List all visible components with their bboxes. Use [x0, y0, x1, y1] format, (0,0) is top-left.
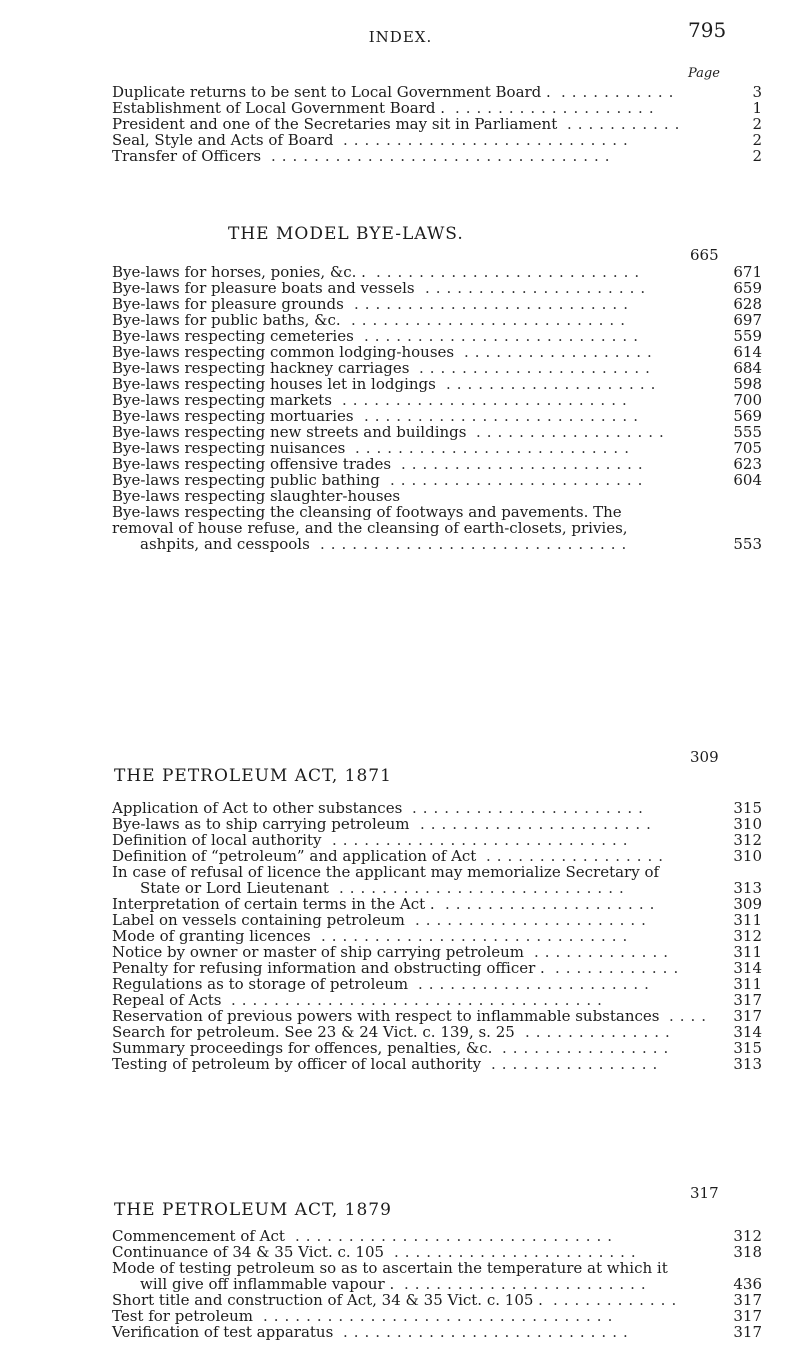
leader-dots: ......................: [415, 911, 652, 929]
leader-dots: ......................: [412, 799, 649, 817]
index-entry: Short title and construction of Act, 34 & 35 Vict. c. 105 . 317 ............: [112, 1291, 762, 1309]
index-entry: Bye-laws respecting hackney carriages 684 ......................: [112, 359, 762, 377]
leader-dots: ..............................: [295, 1227, 619, 1245]
index-entry: Reservation of previous powers with respect to inflammable substances 317 ....: [112, 1007, 762, 1025]
leader-dots: ....: [669, 1007, 713, 1025]
leader-dots: ...........: [561, 83, 680, 101]
section-title-petroleum-1871: THE PETROLEUM ACT, 1871: [114, 766, 392, 786]
section-title-page: 665: [690, 246, 719, 264]
index-entry-multiline: Bye-laws respecting the cleansing of footways and pavements. The removal of house refuse, and the cleansing of earth-closets, privies, ashpits, and cesspools 553 .............................: [112, 503, 762, 553]
index-entry: Duplicate returns to be sent to Local Government Board . 3 ...........: [112, 83, 762, 101]
leader-dots: ....................: [446, 375, 662, 393]
leader-dots: .............................: [321, 927, 634, 945]
index-entry: Definition of local authority 312 ............................: [112, 831, 762, 849]
index-entry: President and one of the Secretaries may sit in Parliament 2 ...........: [112, 115, 762, 133]
leader-dots: ....................: [445, 895, 661, 913]
section-title-model-byelaws: THE MODEL BYE-LAWS.: [228, 224, 464, 244]
index-entry: Testing of petroleum by officer of local authority 313 ................: [112, 1055, 762, 1073]
leader-dots: .................: [486, 847, 670, 865]
leader-dots: ......................: [420, 815, 657, 833]
index-entry: Interpretation of certain terms in the Act . 309 ....................: [112, 895, 762, 913]
leader-dots: ...........: [567, 115, 686, 133]
leader-dots: ..........................: [355, 439, 635, 457]
leader-dots: .............................: [320, 535, 633, 553]
index-entry: Commencement of Act 312 ..............................: [112, 1227, 762, 1245]
leader-dots: ..........................: [364, 407, 644, 425]
leader-dots: .........................: [376, 263, 646, 281]
index-entry: Definition of “petroleum” and application of Act 310 .................: [112, 847, 762, 865]
index-entry: Repeal of Acts 317 ...................................: [112, 991, 762, 1009]
leader-dots: ..............: [525, 1023, 676, 1041]
index-entry: Bye-laws for pleasure boats and vessels 659 .....................: [112, 279, 762, 297]
leader-dots: ..........................: [354, 295, 634, 313]
leader-dots: ......................: [419, 359, 656, 377]
leader-dots: .............: [534, 943, 674, 961]
leader-dots: ..................: [476, 423, 670, 441]
leader-dots: .................................: [263, 1307, 619, 1325]
index-entry: Seal, Style and Acts of Board 2 ...........................: [112, 131, 762, 149]
index-entry: Bye-laws respecting new streets and buildings 555 ..................: [112, 423, 762, 441]
leader-dots: ..........................: [364, 327, 644, 345]
leader-dots: ................: [491, 1055, 664, 1073]
index-entry: Penalty for refusing information and obstructing officer . 314 ............: [112, 959, 762, 977]
leader-dots: .......................: [401, 455, 649, 473]
index-entry: Label on vessels containing petroleum 311 ......................: [112, 911, 762, 929]
petroleum-1879-entries: [112, 1227, 762, 1341]
index-entry: Summary proceedings for offences, penalties, &c. 315 ................: [112, 1039, 762, 1057]
leader-dots: .......................: [404, 1275, 652, 1293]
leader-dots: ...........................: [339, 879, 630, 897]
index-entry: Mode of granting licences 312 .............................: [112, 927, 762, 945]
leader-dots: ............................: [332, 831, 634, 849]
index-entry: Regulations as to storage of petroleum 311 ......................: [112, 975, 762, 993]
top-entries: [112, 83, 762, 165]
index-entry: Bye-laws respecting houses let in lodgings 598 ....................: [112, 375, 762, 393]
index-entry: Bye-laws for pleasure grounds 628 ..........................: [112, 295, 762, 313]
index-entry: Bye-laws for horses, ponies, &c. . 671 .........................: [112, 263, 762, 281]
page-number: 795: [688, 18, 727, 42]
index-entry: Establishment of Local Government Board . 1 ...................: [112, 99, 762, 117]
leader-dots: ...........................: [343, 1323, 634, 1341]
index-entry-multiline: Mode of testing petroleum so as to ascertain the temperature at which it will give off inflammable vapour . 436 .......................: [112, 1259, 762, 1293]
leader-dots: ................: [502, 1039, 675, 1057]
model-byelaws-entries: [112, 263, 762, 553]
index-entry: Bye-laws respecting slaughter-houses: [112, 487, 401, 505]
leader-dots: ...........................: [343, 131, 634, 149]
index-entry: Bye-laws as to ship carrying petroleum 310 ......................: [112, 815, 762, 833]
leader-dots: ..........................: [351, 311, 631, 329]
leader-dots: .......................: [394, 1243, 642, 1261]
leader-dots: ...................: [455, 99, 660, 117]
index-entry: Bye-laws respecting nuisances 705 ..........................: [112, 439, 762, 457]
petroleum-1871-entries: [112, 799, 762, 1073]
leader-dots: ............: [555, 959, 685, 977]
leader-dots: ............: [553, 1291, 683, 1309]
page-column-label: Page: [688, 66, 720, 81]
leader-dots: ........................: [390, 471, 649, 489]
index-entry: Test for petroleum 317 .................................: [112, 1307, 762, 1325]
index-entry: Bye-laws respecting common lodging-houses 614 ..................: [112, 343, 762, 361]
section-title-petroleum-1879: THE PETROLEUM ACT, 1879: [114, 1200, 392, 1220]
index-entry: Bye-laws respecting public bathing 604 ........................: [112, 471, 762, 489]
leader-dots: ...................................: [231, 991, 608, 1009]
index-entry: Bye-laws respecting mortuaries 569 ..........................: [112, 407, 762, 425]
index-entry: Bye-laws respecting markets 700 ...........................: [112, 391, 762, 409]
index-entry: Verification of test apparatus 317 ...........................: [112, 1323, 762, 1341]
leader-dots: ......................: [418, 975, 655, 993]
leader-dots: ..................: [464, 343, 658, 361]
section-title-page: 309: [690, 748, 719, 766]
running-header-title: INDEX.: [368, 28, 433, 46]
index-entry: Search for petroleum. See 23 & 24 Vict. c. 139, s. 25 314 ..............: [112, 1023, 762, 1041]
index-entry: Bye-laws respecting offensive trades 623 .......................: [112, 455, 762, 473]
index-entry: Bye-laws for public baths, &c. 697 ..........................: [112, 311, 762, 329]
index-entry: Application of Act to other substances 315 ......................: [112, 799, 762, 817]
index-entry: Bye-laws respecting cemeteries 559 ..........................: [112, 327, 762, 345]
index-entry: Continuance of 34 & 35 Vict. c. 105 318 .......................: [112, 1243, 762, 1261]
section-title-page: 317: [690, 1184, 719, 1202]
index-entry: Notice by owner or master of ship carrying petroleum 311 .............: [112, 943, 762, 961]
leader-dots: .....................: [425, 279, 652, 297]
index-entry-multiline: In case of refusal of licence the applicant may memorialize Secretary of State or Lord Lieutenant 313 ...........................: [112, 863, 762, 897]
leader-dots: ...........................: [342, 391, 633, 409]
index-entry: Transfer of Officers 2 ................................: [112, 147, 762, 165]
leader-dots: ................................: [271, 147, 616, 165]
